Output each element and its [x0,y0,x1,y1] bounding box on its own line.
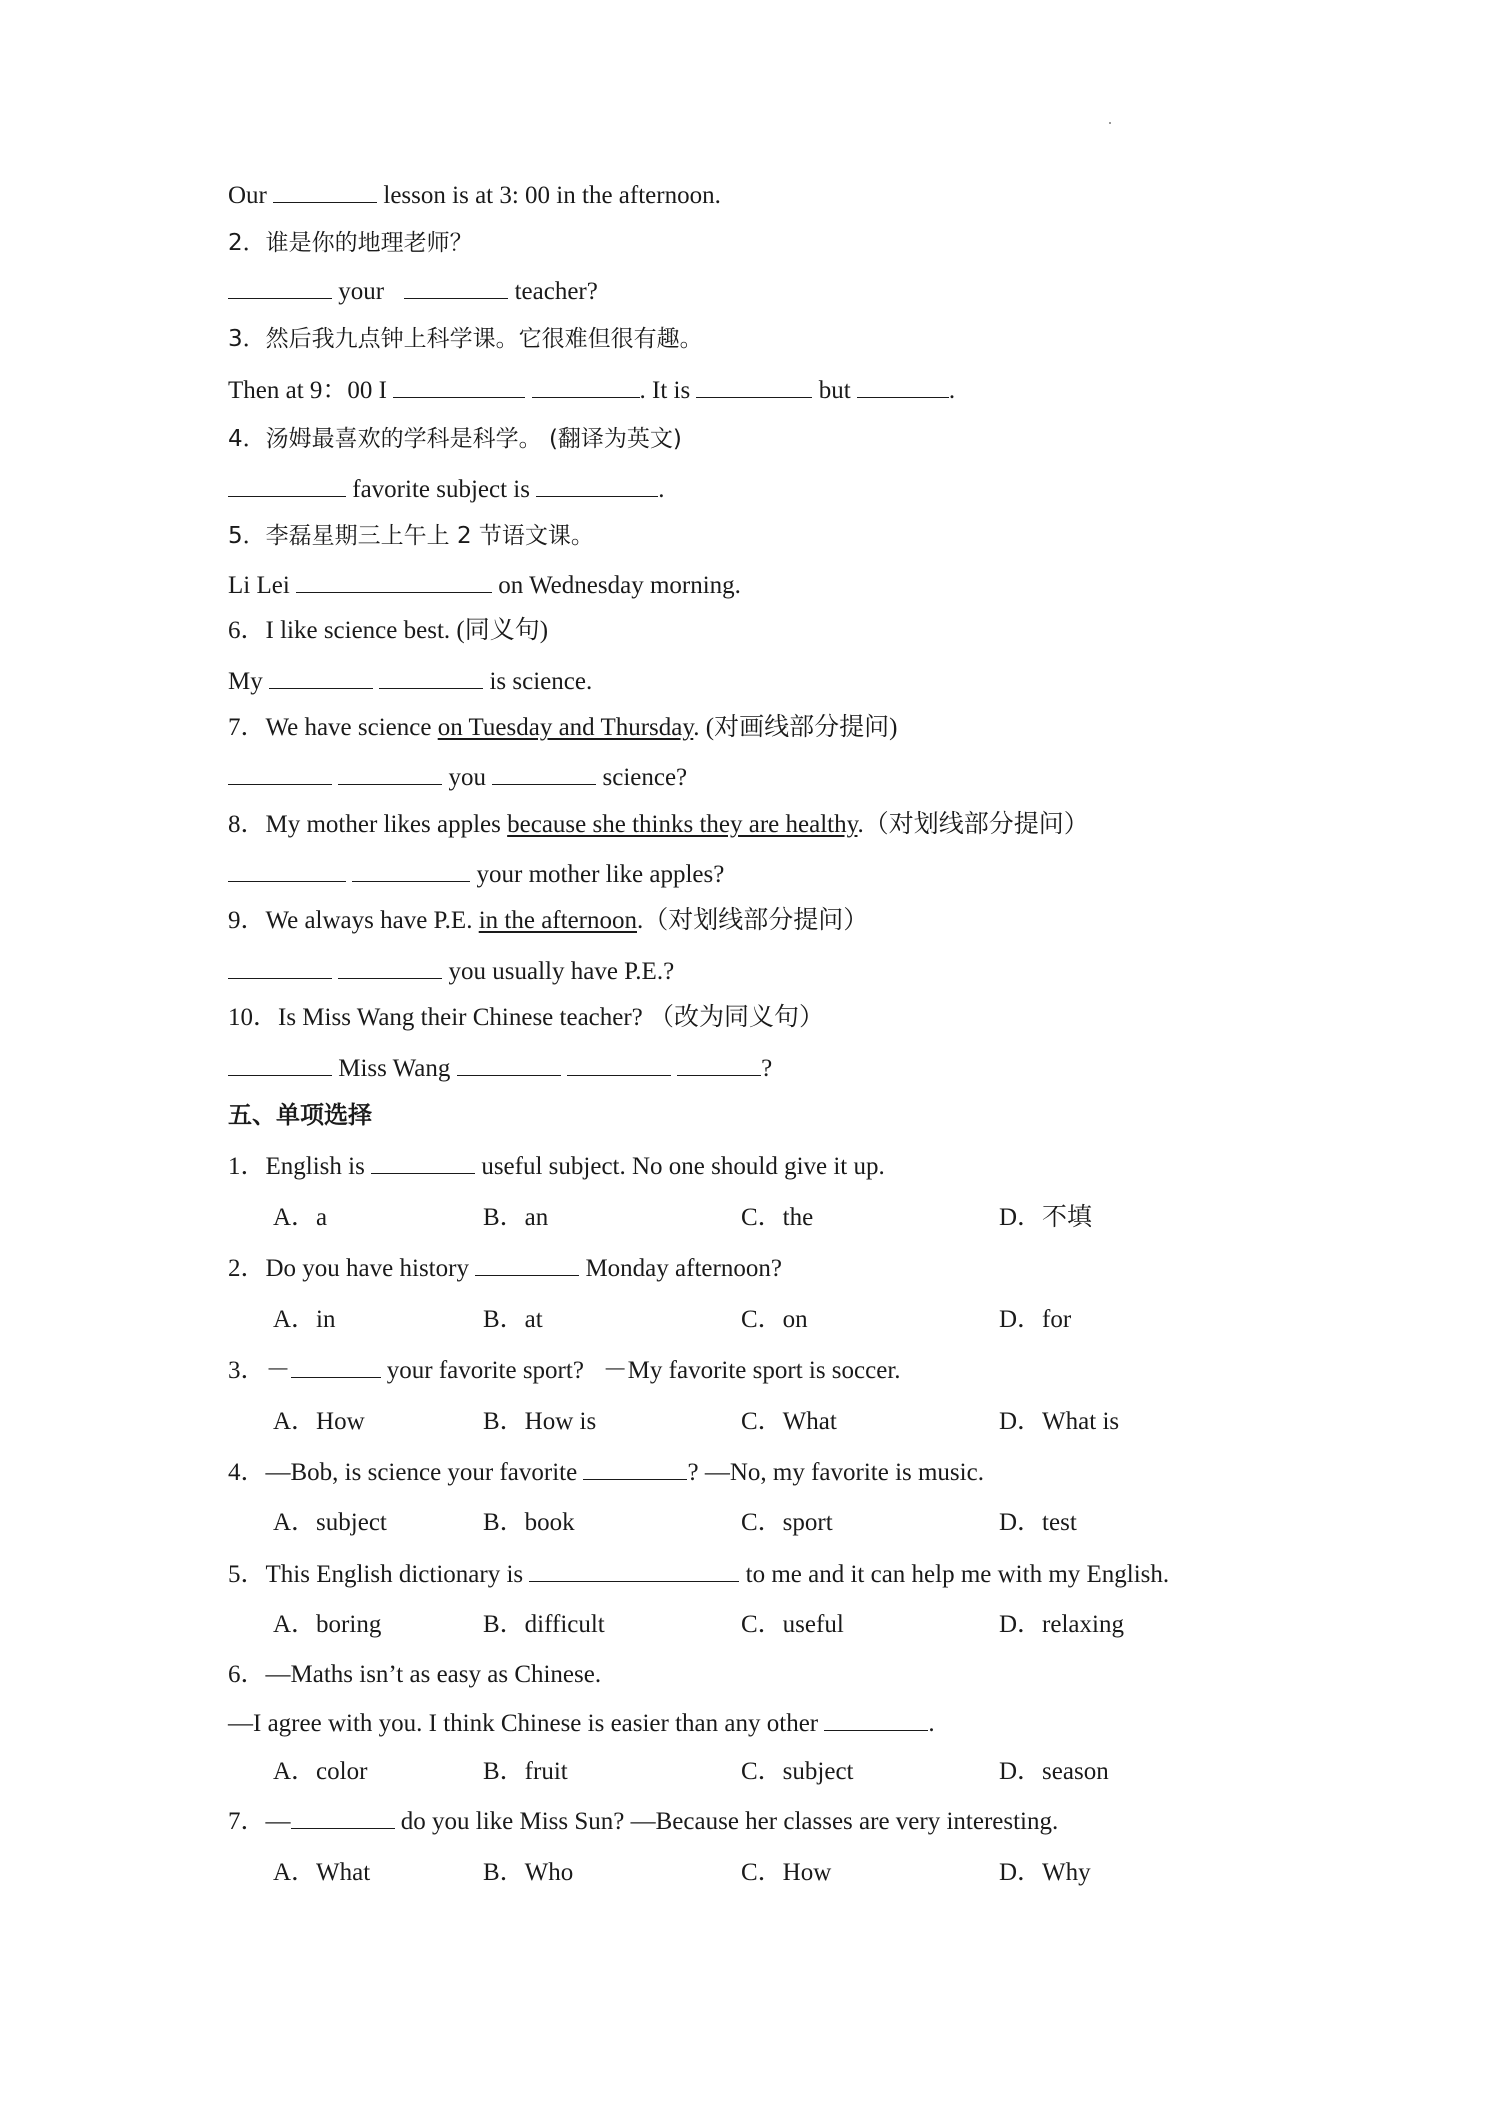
answer-blank[interactable] [536,476,658,497]
section-title: 五、单项选择 [228,1101,372,1129]
q5-prompt: 5．李磊星期三上午上 2 节语文课。 [228,523,594,549]
answer-blank[interactable] [532,377,640,398]
mc7-option-c[interactable]: C．How [741,1859,832,1886]
q10-answer-line: Miss Wang ? [228,1054,772,1084]
mc3-option-a[interactable]: A．How [273,1408,365,1435]
answer-blank[interactable] [273,182,377,203]
q8-prompt: 8．My mother likes apples because she thinks they are healthy.（对划线部分提问） [228,811,1089,838]
mc3-option-b[interactable]: B．How is [483,1408,597,1435]
mc2-option-d[interactable]: D．for [999,1306,1072,1333]
answer-blank[interactable] [338,764,442,785]
answer-blank[interactable] [371,1153,475,1174]
mc5-option-b[interactable]: B．difficult [483,1611,605,1638]
q4-answer-line: favorite subject is . [228,475,664,505]
mc2-option-b[interactable]: B．at [483,1306,543,1333]
mc4-option-a[interactable]: A．subject [273,1509,387,1536]
mc1-option-c[interactable]: C．the [741,1204,814,1231]
answer-blank[interactable] [393,377,525,398]
q6-answer-line: My is science. [228,668,593,695]
mc5-option-d[interactable]: D．relaxing [999,1611,1124,1638]
answer-blank[interactable] [696,377,812,398]
answer-blank[interactable] [269,668,373,689]
answer-blank[interactable] [404,278,508,299]
mc7-option-a[interactable]: A．What [273,1859,371,1886]
mc3-stem: 3．－ your favorite sport? －My favorite sport is soccer. [228,1357,901,1384]
mc1-stem: 1．English is useful subject. No one should give it up. [228,1153,885,1180]
mc3-option-d[interactable]: D．What is [999,1408,1120,1435]
mc7-stem: 7．— do you like Miss Sun? —Because her classes are very interesting. [228,1808,1059,1835]
answer-blank[interactable] [338,958,442,979]
mc6-stem-line2: —I agree with you. I think Chinese is easier than any other . [228,1710,935,1737]
answer-blank[interactable] [228,476,346,497]
q7-prompt: 7．We have science on Tuesday and Thursday. (对画线部分提问) [228,714,898,741]
mc5-option-c[interactable]: C．useful [741,1611,844,1638]
answer-blank[interactable] [228,764,332,785]
answer-blank[interactable] [457,1055,561,1076]
answer-blank[interactable] [857,377,949,398]
q7-answer-line: you science? [228,763,687,793]
underlined-phrase: on Tuesday and Thursday [437,714,694,741]
answer-blank[interactable] [291,1808,395,1829]
q8-answer-line: your mother like apples? [228,860,724,890]
q3-answer-line: Then at 9：00 I . It is but . [228,377,956,404]
q1-answer-line: Our lesson is at 3: 00 in the afternoon. [228,182,721,209]
mc2-option-c[interactable]: C．on [741,1306,808,1333]
answer-blank[interactable] [228,861,346,882]
q9-prompt: 9．We always have P.E. in the afternoon.（对划线部分提问） [228,907,869,934]
q2-answer-line: your teacher? [228,277,598,307]
mc4-stem: 4．—Bob, is science your favorite ? —No, my favorite is music. [228,1459,984,1486]
answer-blank[interactable] [296,572,492,593]
mc1-option-d[interactable]: D．不填 [999,1204,1093,1231]
mc5-option-a[interactable]: A．boring [273,1611,382,1638]
mc1-option-b[interactable]: B．an [483,1204,549,1231]
q9-answer-line: you usually have P.E.? [228,957,674,987]
mc6-option-a[interactable]: A．color [273,1758,368,1785]
underlined-phrase: because she thinks they are healthy [507,811,858,838]
answer-blank[interactable] [291,1357,381,1378]
mc6-option-c[interactable]: C．subject [741,1758,854,1785]
q5-answer-line: Li Lei on Wednesday morning. [228,572,741,599]
answer-blank[interactable] [583,1459,687,1480]
q4-prompt: 4．汤姆最喜欢的学科是科学。 (翻译为英文) [228,426,682,452]
answer-blank[interactable] [228,1055,332,1076]
answer-blank[interactable] [677,1055,761,1076]
mc2-option-a[interactable]: A．in [273,1306,336,1333]
mc7-option-d[interactable]: D．Why [999,1859,1091,1886]
answer-blank[interactable] [228,958,332,979]
q3-prompt: 3．然后我九点钟上科学课。它很难但很有趣。 [228,326,703,352]
mc6-option-d[interactable]: D．season [999,1758,1109,1785]
answer-blank[interactable] [529,1561,739,1582]
mc6-stem: 6．—Maths isn’t as easy as Chinese. [228,1661,602,1688]
mc4-option-b[interactable]: B．book [483,1509,575,1536]
q2-prompt: 2．谁是你的地理老师？ [228,230,473,256]
answer-blank[interactable] [379,668,483,689]
answer-blank[interactable] [228,278,332,299]
q10-prompt: 10．Is Miss Wang their Chinese teacher? （改为同义句） [228,1004,825,1031]
answer-blank[interactable] [352,861,470,882]
mc6-option-b[interactable]: B．fruit [483,1758,568,1785]
answer-blank[interactable] [492,764,596,785]
answer-blank[interactable] [567,1055,671,1076]
mc3-option-c[interactable]: C．What [741,1408,837,1435]
underlined-phrase: in the afternoon [478,907,637,934]
mc7-option-b[interactable]: B．Who [483,1859,574,1886]
answer-blank[interactable] [824,1710,928,1731]
mc4-option-c[interactable]: C．sport [741,1509,833,1536]
mc2-stem: 2．Do you have history Monday afternoon? [228,1255,782,1282]
mc4-option-d[interactable]: D．test [999,1509,1077,1536]
q6-prompt: 6．I like science best. (同义句) [228,617,549,644]
mc5-stem: 5．This English dictionary is to me and it can help me with my English. [228,1561,1170,1588]
answer-blank[interactable] [475,1255,579,1276]
mc1-option-a[interactable]: A．a [273,1204,328,1231]
scan-dot [1109,122,1111,124]
